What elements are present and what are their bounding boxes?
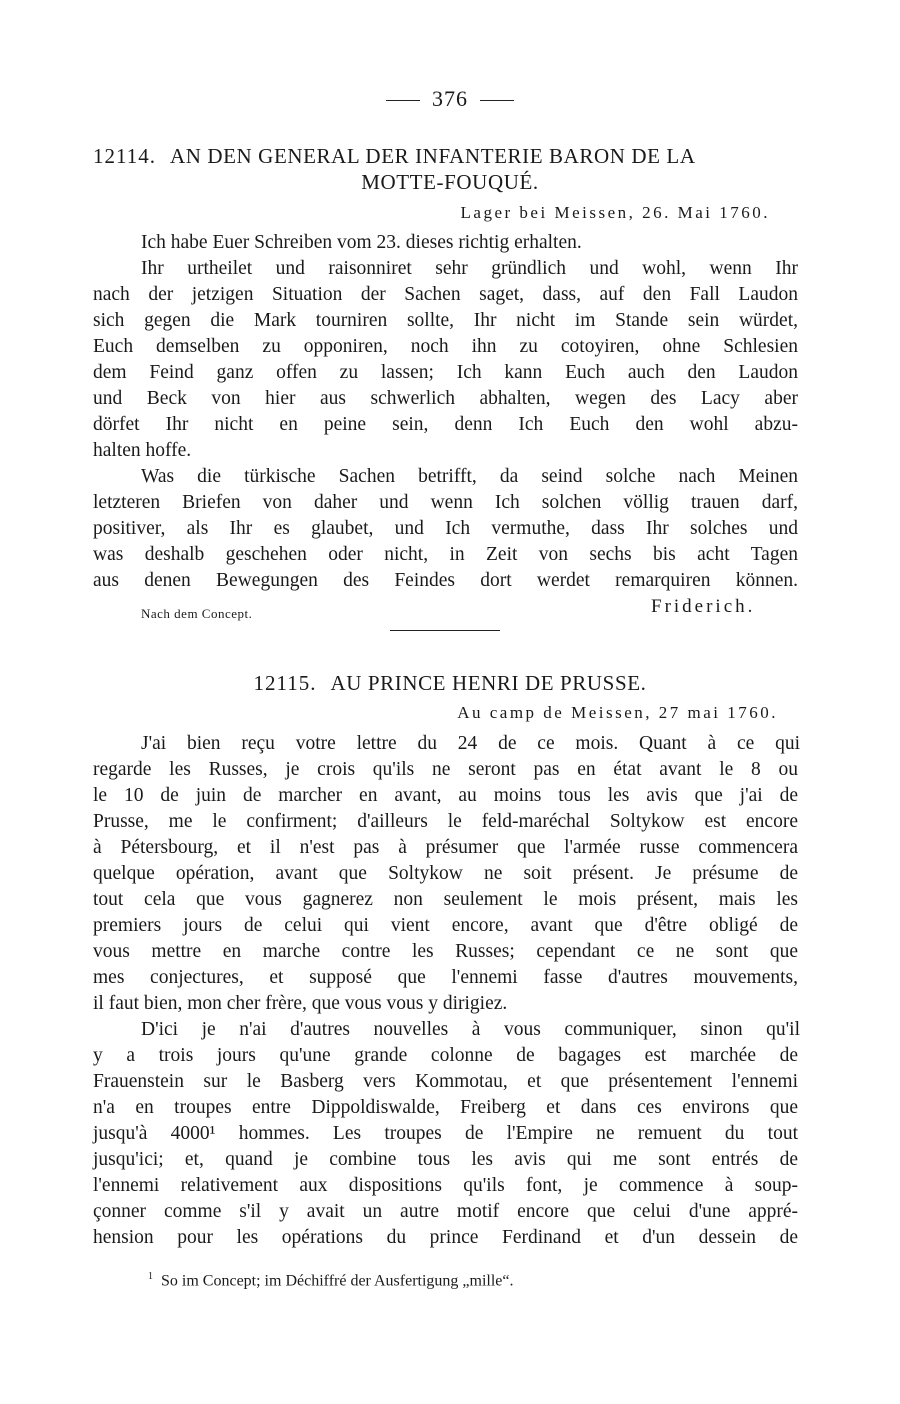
footnote-marker: 1	[148, 1271, 153, 1282]
letter1-line: sich gegen die Mark tourniren sollte, Ihr nicht im Stande sein würdet,	[93, 310, 798, 331]
dash-right	[480, 100, 514, 101]
letter2-number: 12115.	[253, 671, 317, 695]
letter1-line: was deshalb geschehen oder nicht, in Zeit von sechs bis acht Tagen	[93, 544, 798, 565]
letter1-line: aus denen Bewegungen des Feindes dort werdet remarquiren können.	[93, 570, 798, 591]
letter2-line: mes conjectures, et supposé que l'ennemi fasse d'autres mouvements,	[93, 967, 798, 988]
letter2-line: jusqu'ici; et, quand je combine tous les avis qui me sont entrés de	[93, 1149, 798, 1170]
letter1-line: nach der jetzigen Situation der Sachen saget, dass, auf den Fall Laudon	[93, 284, 798, 305]
letter1-source-note: Nach dem Concept.	[141, 606, 253, 621]
page-number	[0, 86, 900, 112]
letter1-line: Was die türkische Sachen betrifft, da seind solche nach Meinen	[141, 466, 798, 487]
letter2-line: l'ennemi relativement aux dispositions qu'ils font, je commence à soup-	[93, 1175, 798, 1196]
letter1-line: Euch demselben zu opponiren, noch ihn zu cotoyiren, ohne Schlesien	[93, 336, 798, 357]
letter1-number: 12114.	[93, 144, 156, 168]
letter1-line: positiver, als Ihr es glaubet, und Ich vermuthe, dass Ihr solches und	[93, 518, 798, 539]
letter2-line: J'ai bien reçu votre lettre du 24 de ce mois. Quant à ce qui	[141, 733, 800, 754]
letter2-line: jusqu'à 4000¹ hommes. Les troupes de l'Empire ne remuent du tout	[93, 1123, 798, 1144]
footnote-text: So im Concept; im Déchiffré der Ausfertigung „mille“.	[161, 1272, 514, 1290]
letter2-line: le 10 de juin de marcher en avant, au moins tous les avis que j'ai de	[93, 785, 798, 806]
letter2-title: AU PRINCE HENRI DE PRUSSE.	[330, 671, 647, 695]
letter2-line: n'a en troupes entre Dippoldiswalde, Freiberg et dans ces environs que	[93, 1097, 798, 1118]
letter2-line: premiers jours de celui qui vient encore, avant que d'être obligé de	[93, 915, 798, 936]
letter1-line: dem Feind ganz offen zu lassen; Ich kann Euch auch den Laudon	[93, 362, 798, 383]
letter1-signature: Friderich.	[651, 596, 756, 617]
letter1-heading	[93, 143, 696, 169]
letter2-line: regarde les Russes, je crois qu'ils ne seront pas en état avant le 8 ou	[93, 759, 798, 780]
letter1-line: letzteren Briefen von daher und wenn Ich solchen völlig trauen darf,	[93, 492, 798, 513]
letter2-line: D'ici je n'ai d'autres nouvelles à vous communiquer, sinon qu'il	[141, 1019, 800, 1040]
footnote	[148, 1271, 514, 1290]
letter1-title-line1: AN DEN GENERAL DER INFANTERIE BARON DE LA	[169, 144, 696, 168]
letter1-title-line2: MOTTE-FOUQUÉ.	[361, 170, 539, 194]
letter2-line: vous mettre en marche contre les Russes; cependant ce ne sont que	[93, 941, 798, 962]
letter2-line: Prusse, me le confirment; d'ailleurs le feld-maréchal Soltykow est encore	[93, 811, 798, 832]
letter1-line: halten hoffe.	[93, 440, 192, 461]
letter2-line: y a trois jours qu'une grande colonne de bagages est marchée de	[93, 1045, 798, 1066]
letter1-line: Ich habe Euer Schreiben vom 23. dieses richtig erhalten.	[141, 232, 582, 253]
letter1-place-date: Lager bei Meissen, 26. Mai 1760.	[460, 203, 770, 222]
section-divider	[390, 630, 500, 631]
letter2-heading	[0, 670, 900, 696]
letter2-line: à Pétersbourg, et il n'est pas à présumer que l'armée russe commencera	[93, 837, 798, 858]
letter2-line: Frauenstein sur le Basberg vers Kommotau, et que présentement l'ennemi	[93, 1071, 798, 1092]
letter2-line: il faut bien, mon cher frère, que vous vous y dirigiez.	[93, 993, 508, 1014]
page-number-text: 376	[432, 86, 468, 111]
letter2-line: hension pour les opérations du prince Ferdinand et d'un dessein de	[93, 1227, 798, 1248]
letter1-line: und Beck von hier aus schwerlich abhalten, wegen des Lacy aber	[93, 388, 798, 409]
letter1-line: Ihr urtheilet und raisonniret sehr gründlich und wohl, wenn Ihr	[141, 258, 798, 279]
letter2-line: tout cela que vous gagnerez non seulement le mois présent, mais les	[93, 889, 798, 910]
dash-left	[386, 100, 420, 101]
letter2-line: quelque opération, avant que Soltykow ne soit présent. Je présume de	[93, 863, 798, 884]
letter1-line: dörfet Ihr nicht en peine sein, denn Ich Euch den wohl abzu-	[93, 414, 798, 435]
letter2-place-date: Au camp de Meissen, 27 mai 1760.	[457, 703, 778, 722]
letter2-line: çonner comme s'il y avait un autre motif encore que celui d'une appré-	[93, 1201, 798, 1222]
